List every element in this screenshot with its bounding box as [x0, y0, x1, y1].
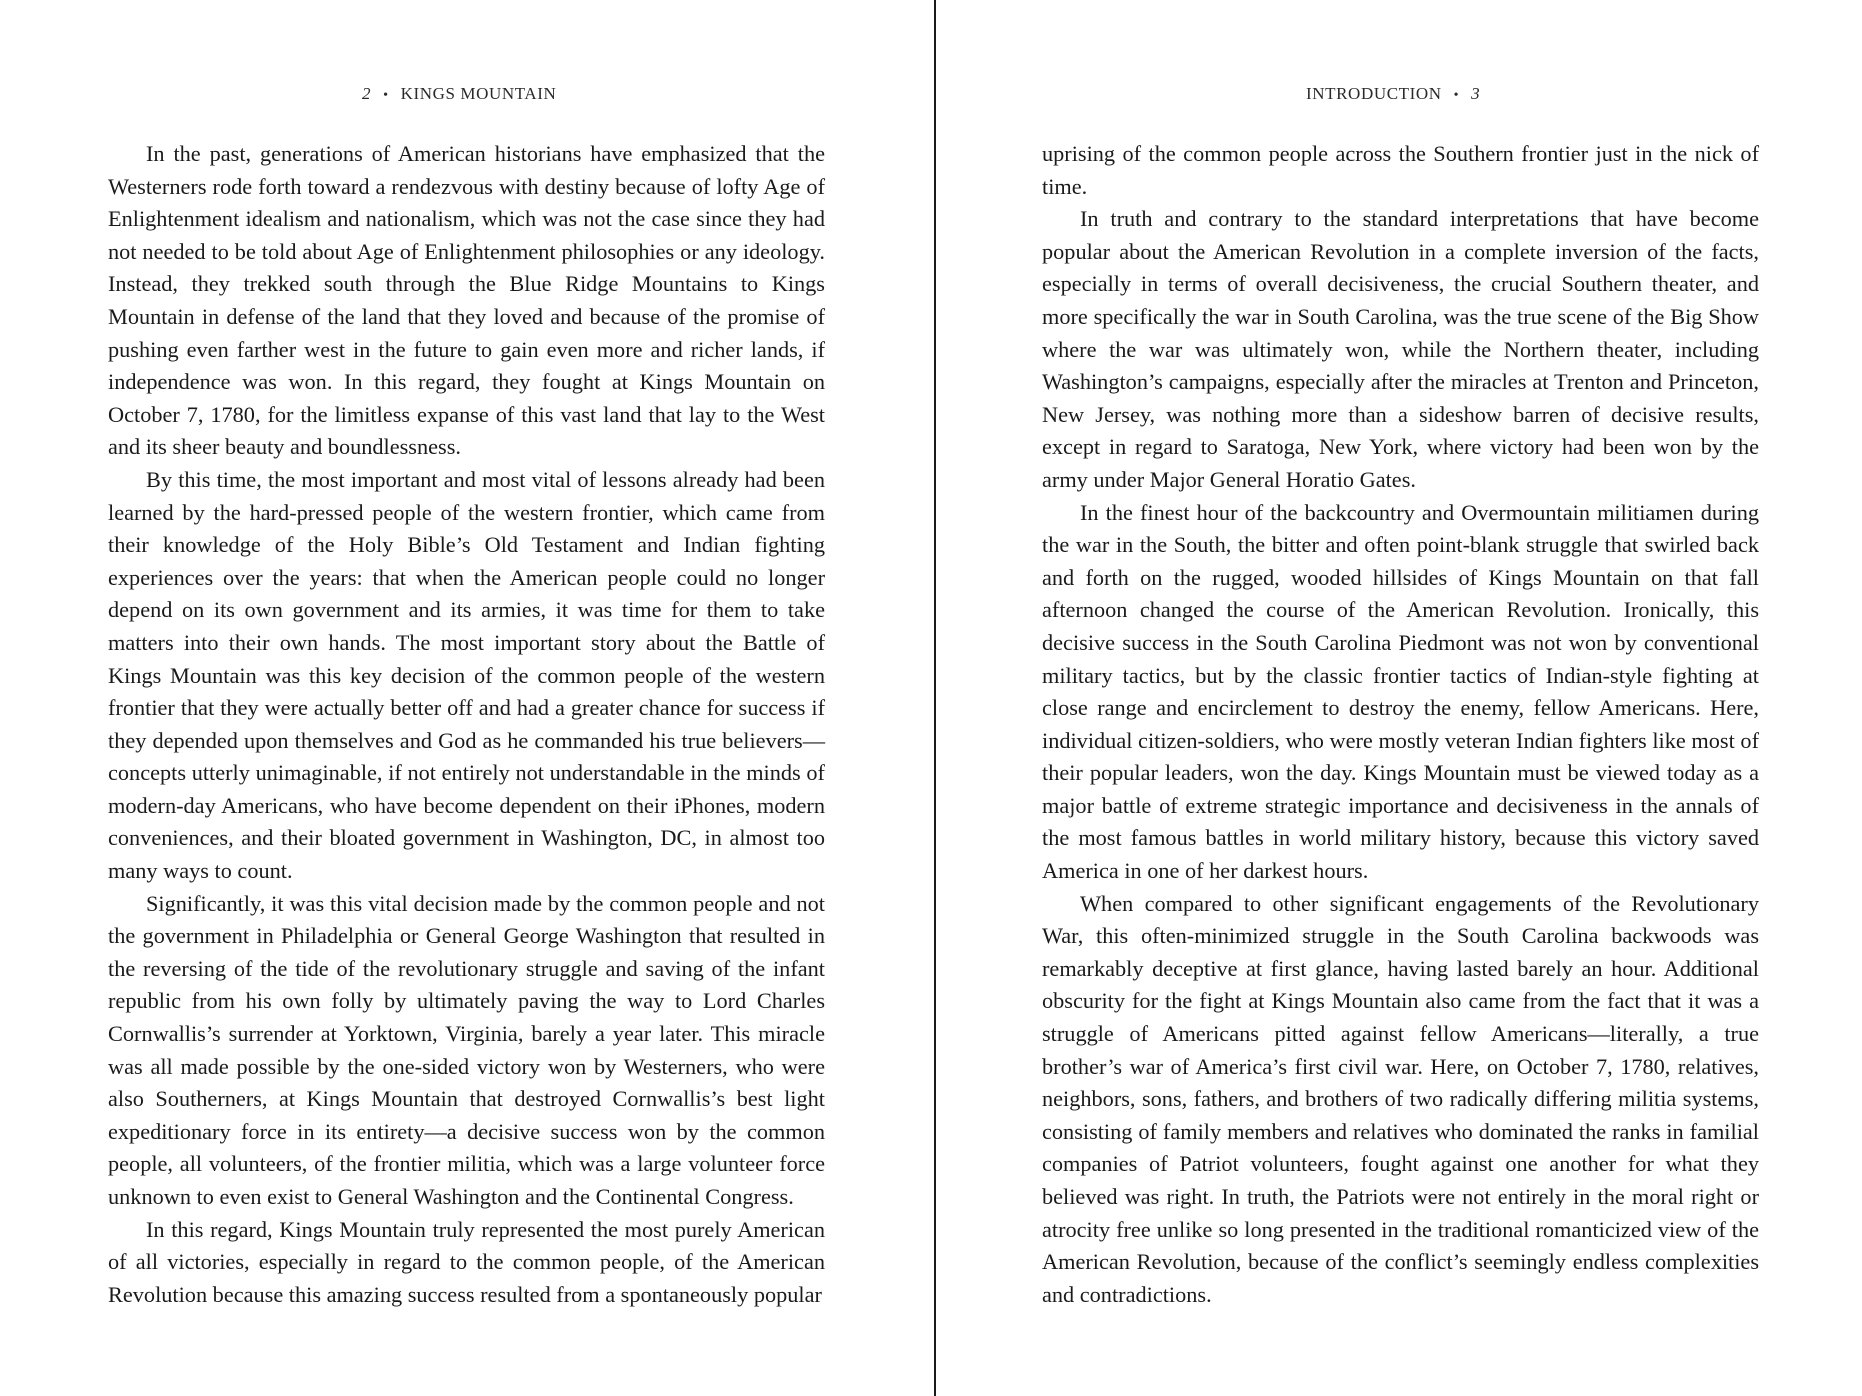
- right-page-body: [1042, 138, 1759, 1311]
- paragraph: In this regard, Kings Mountain truly represented the most purely American of all victories, especially in regard to the common people, of the American Revolution because this amazing success resulted from a spontaneously popular: [108, 1216, 825, 1307]
- right-page-number: 3: [1471, 84, 1481, 103]
- paragraph: When compared to other significant engagements of the Revolutionary War, this often-minimized struggle in the South Carolina backwoods was remarkably deceptive at first glance, having lasted barely an hour. Additional obscurity for the fight at Kings Mountain also came from the fact that it was a struggle of Americans pitted against fellow Americans—literally, a true brother’s war of America’s first civil war. Here, on October 7, 1780, relatives, neighbors, sons, fathers, and brothers of two radically differing militia systems, consisting of family members and relatives who dominated the ranks in familial companies of Patriot volunteers, fought against one another for what they believed was right. In truth, the Patriots were not entirely in the moral right or atrocity free unlike so long presented in the traditional romanticized view of the American Revolution, because of the conflict’s seemingly endless complexities and contradictions.: [1042, 890, 1759, 1307]
- continued-paragraph: uprising of the common people across the Southern frontier just in the nick of time.: [1042, 141, 1759, 199]
- bullet-separator: •: [1453, 88, 1460, 103]
- right-running-head: [1306, 84, 1480, 106]
- paragraph: In the finest hour of the backcountry and Overmountain militiamen during the war in the South, the bitter and often point-blank struggle that swirled back and forth on the rugged, wooded hillsides of Kings Mountain on that fall afternoon changed the course of the American Revolution. Ironically, this decisive success in the South Carolina Piedmont was not won by conventional military tactics, but by the classic frontier tactics of Indian-style fighting at close range and encirclement to destroy the enemy, fellow Americans. Here, individual citizen-soldiers, who were mostly veteran Indian fighters like most of their popular leaders, won the day. Kings Mountain must be viewed today as a major battle of extreme strategic importance and decisiveness in the annals of the most famous battles in world military history, because this victory saved America in one of her darkest hours.: [1042, 499, 1759, 884]
- left-running-head: [362, 84, 556, 106]
- left-running-title: KINGS MOUNTAIN: [400, 84, 557, 103]
- paragraph: Significantly, it was this vital decision made by the common people and not the government in Philadelphia or General George Washington that resulted in the reversing of the tide of the revolutionary struggle and saving of the infant republic from his own folly by ultimately paving the way to Lord Charles Cornwallis’s surrender at Yorktown, Virginia, barely a year later. This miracle was all made possible by the one-sided victory won by Westerners, who were also Southerners, at Kings Mountain that destroyed Cornwallis’s best light expeditionary force in its entirety—a decisive success won by the common people, all volunteers, of the frontier militia, which was a large volunteer force unknown to even exist to General Washington and the Continental Congress.: [108, 890, 825, 1209]
- right-running-title: INTRODUCTION: [1306, 84, 1442, 103]
- left-page-number: 2: [362, 84, 372, 103]
- paragraph: By this time, the most important and most vital of lessons already had been learned by the hard-pressed people of the western frontier, which came from their knowledge of the Holy Bible’s Old Testament and Indian fighting experiences over the years: that when the American people could no longer depend on its own government and its armies, it was time for them to take matters into their own hands. The most important story about the Battle of Kings Mountain was this key decision of the common people of the western frontier that they were actually better off and had a greater chance for success if they depended upon themselves and God as he commanded his true believers—concepts utterly unimaginable, if not entirely not understandable in the minds of modern-day Americans, who have become dependent on their iPhones, modern conveniences, and their bloated government in Washington, DC, in almost too many ways to count.: [108, 466, 825, 884]
- paragraph: In truth and contrary to the standard interpretations that have become popular about the American Revolution in a complete inversion of the facts, especially in terms of overall decisiveness, the crucial Southern theater, and more specifically the war in South Carolina, was the true scene of the Big Show where the war was ultimately won, while the Northern theater, including Washington’s campaigns, especially after the miracles at Trenton and Princeton, New Jersey, was nothing more than a sideshow barren of decisive results, except in regard to Saratoga, New York, where victory had been won by the army under Major General Horatio Gates.: [1042, 206, 1759, 492]
- left-page-body: [108, 138, 825, 1311]
- paragraph: In the past, generations of American historians have emphasized that the Westerners rode forth toward a rendezvous with destiny because of lofty Age of Enlightenment idealism and nationalism, which was not the case since they had not needed to be told about Age of Enlightenment philosophies or any ideology. Instead, they trekked south through the Blue Ridge Mountains to Kings Mountain in defense of the land that they loved and because of the promise of pushing even farther west in the future to gain even more and richer lands, if independence was won. In this regard, they fought at Kings Mountain on October 7, 1780, for the limitless expanse of this vast land that lay to the West and its sheer beauty and boundlessness.: [108, 141, 825, 460]
- right-page: [936, 0, 1862, 1396]
- bullet-separator: •: [383, 88, 389, 103]
